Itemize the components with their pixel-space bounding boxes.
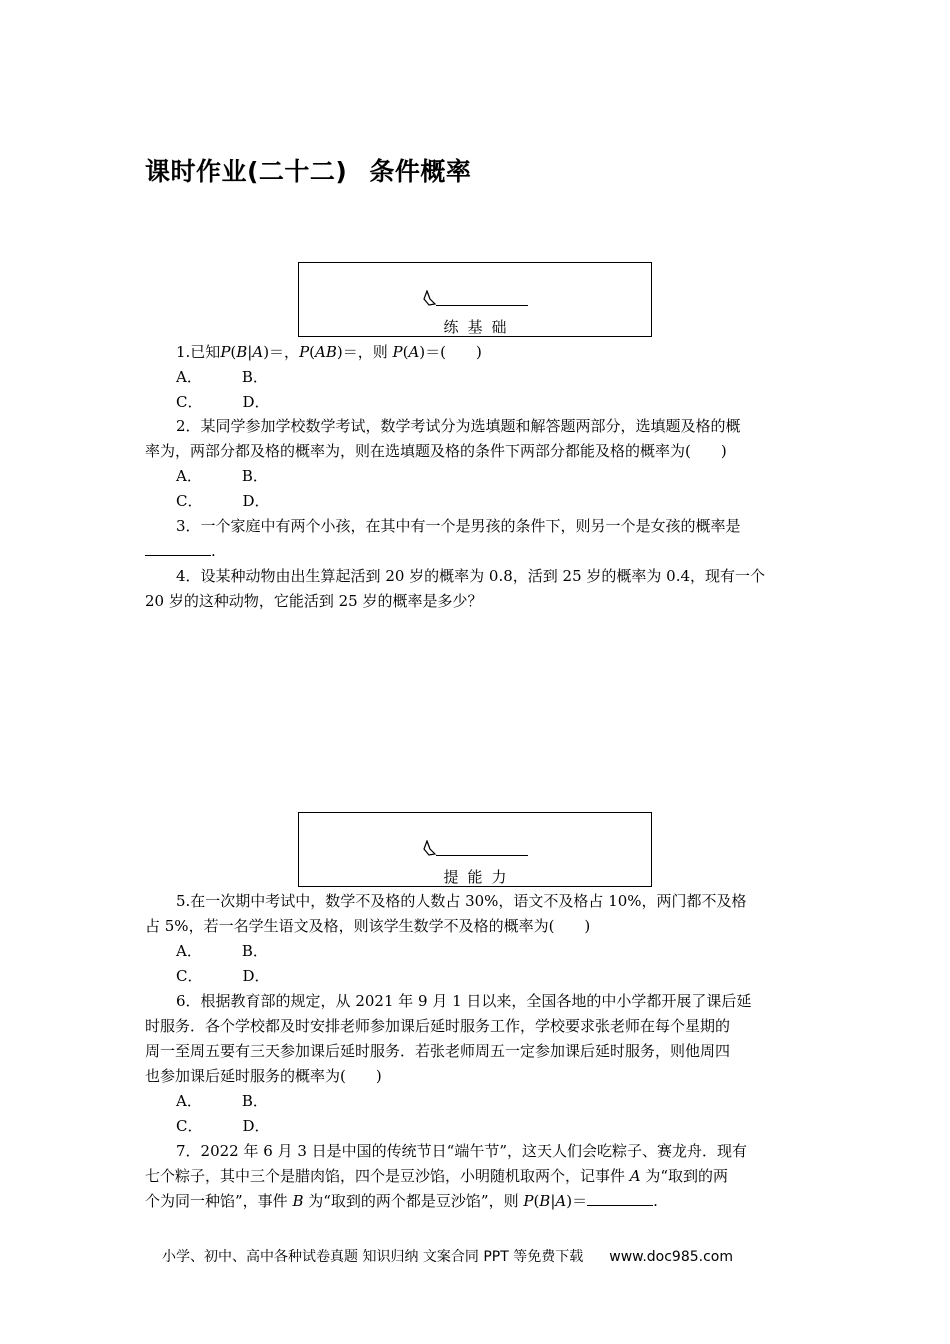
question-2-line2: 率为，两部分都及格的概率为，则在选填题及格的条件下两部分都能及格的概率为( ) bbox=[145, 442, 727, 460]
question-7-line3: 个为同一种馅”，事件 B 为“取到的两个都是豆沙馅”，则 P(B|A)＝ . bbox=[145, 1192, 658, 1210]
question-6-line4: 也参加课后延时服务的概率为( ) bbox=[145, 1067, 382, 1085]
answer-blank[interactable] bbox=[145, 541, 211, 556]
q1-options-row2: C． D． bbox=[176, 393, 270, 411]
q1-options-row1: A． B． bbox=[176, 368, 268, 386]
question-4-line2: 20 岁的这种动物，它能活到 25 岁的概率是多少？ bbox=[145, 592, 483, 610]
q5-options-row1: A． B． bbox=[176, 942, 268, 960]
pen-icon bbox=[423, 840, 437, 856]
footer bbox=[162, 1246, 733, 1266]
page-title bbox=[145, 152, 471, 188]
question-6-line1: 6．根据教育部的规定，从 2021 年 9 月 1 日以来，全国各地的中小学都开展了课后延 bbox=[176, 992, 752, 1010]
question-6-line3: 周一至周五要有三天参加课后延时服务．若张老师周五一定参加课后延时服务，则他周四 bbox=[145, 1042, 731, 1060]
question-7-line1: 7．2022 年 6 月 3 日是中国的传统节日“端午节”，这天人们会吃粽子、赛龙舟．现有 bbox=[176, 1142, 747, 1160]
section-label: 提能力 bbox=[443, 868, 516, 886]
q2-options-row2: C． D． bbox=[176, 492, 270, 510]
title-main: 课时作业(二十二) bbox=[145, 157, 348, 186]
question-7-line2: 七个粽子，其中三个是腊肉馅，四个是豆沙馅，小明随机取两个，记事件 A 为“取到的两 bbox=[145, 1167, 729, 1185]
footer-text: 小学、初中、高中各种试卷真题 知识归纳 文案合同 PPT 等免费下载 bbox=[162, 1249, 584, 1265]
footer-site-link[interactable]: www.doc985.com bbox=[609, 1249, 733, 1265]
q5-options-row2: C． D． bbox=[176, 967, 270, 985]
underline bbox=[436, 855, 528, 856]
section-label: 练基础 bbox=[443, 318, 516, 336]
answer-blank[interactable] bbox=[587, 1191, 653, 1206]
q6-options-row1: A． B． bbox=[176, 1092, 268, 1110]
question-3-line2: . bbox=[145, 541, 216, 561]
question-6-line2: 时服务．各个学校都及时安排老师参加课后延时服务工作，学校要求张老师在每个星期的 bbox=[145, 1017, 731, 1035]
question-2-line1: 2．某同学参加学校数学考试，数学考试分为选填题和解答题两部分，选填题及格的概 bbox=[176, 417, 741, 435]
question-5-line1: 5.在一次期中考试中，数学不及格的人数占 30%，语文不及格占 10%，两门都不及格 bbox=[176, 892, 747, 910]
section-header-basic bbox=[298, 262, 652, 337]
question-5-line2: 占 5%，若一名学生语文及格，则该学生数学不及格的概率为( ) bbox=[145, 917, 591, 935]
title-sub: 条件概率 bbox=[369, 157, 472, 186]
pen-icon bbox=[423, 290, 437, 306]
question-1: 1.已知P(B|A)＝，P(AB)＝，则 P(A)＝( ) bbox=[176, 343, 482, 361]
question-3-line1: 3．一个家庭中有两个小孩，在其中有一个是男孩的条件下，则另一个是女孩的概率是 bbox=[176, 517, 741, 535]
q6-options-row2: C． D． bbox=[176, 1117, 270, 1135]
question-4-line1: 4．设某种动物由出生算起活到 20 岁的概率为 0.8，活到 25 岁的概率为 0.4，现有一个 bbox=[176, 567, 766, 585]
section-header-advanced bbox=[298, 812, 652, 887]
q2-options-row1: A． B． bbox=[176, 467, 268, 485]
underline bbox=[436, 305, 528, 306]
